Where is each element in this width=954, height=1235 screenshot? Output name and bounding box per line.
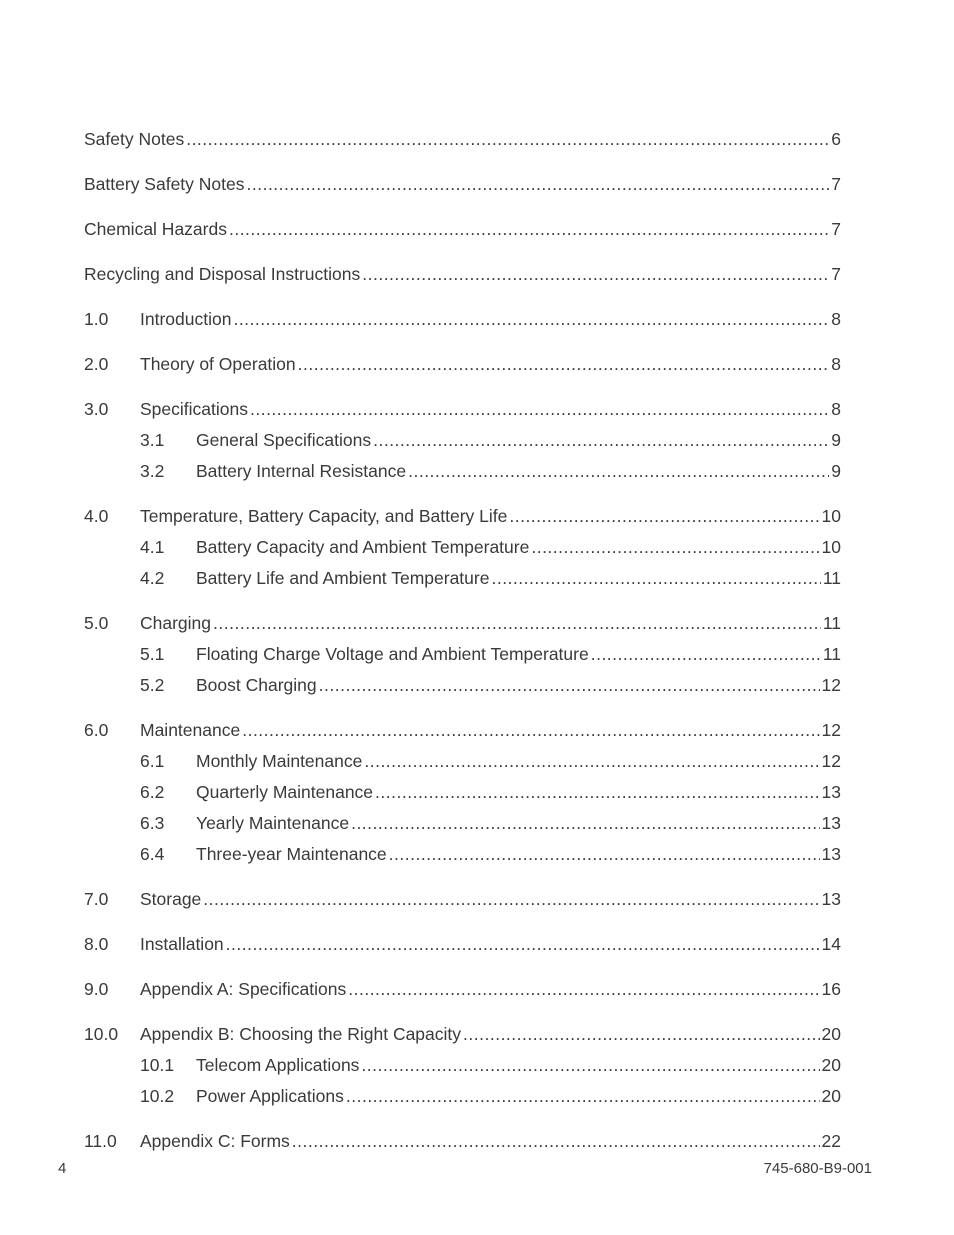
toc-page-number: 8 [831, 309, 841, 329]
toc-section-number: 5.2 [140, 675, 165, 695]
toc-section-title: Installation [140, 934, 224, 954]
toc-section-title: Specifications [140, 399, 248, 419]
toc-page-number: 11 [822, 613, 841, 633]
toc-section-number: 4.2 [140, 568, 165, 588]
toc-page-number: 11 [822, 644, 841, 664]
toc-entry[interactable] [84, 813, 841, 834]
toc-dot-leader [389, 844, 820, 865]
toc-dot-leader [531, 537, 819, 558]
toc-entry[interactable] [84, 174, 841, 195]
toc-section-number: 6.3 [140, 813, 165, 833]
toc-section-number: 3.2 [140, 461, 165, 481]
toc-entry[interactable] [84, 1055, 841, 1076]
toc-page-number: 14 [821, 934, 841, 954]
toc-entry[interactable] [84, 264, 841, 285]
footer-document-id: 745-680-B9-001 [763, 1160, 872, 1177]
toc-section-title: Maintenance [140, 720, 241, 740]
footer-page-number: 4 [58, 1160, 67, 1177]
toc-dot-leader [233, 309, 829, 330]
toc-section-number: 10.1 [140, 1055, 175, 1075]
toc-entry[interactable] [84, 613, 841, 634]
toc-section-number: 3.0 [84, 399, 109, 419]
toc-section-title: Power Applications [196, 1086, 344, 1106]
toc-page-number: 13 [821, 813, 841, 833]
toc-section-title: Theory of Operation [140, 354, 296, 374]
toc-section-title: General Specifications [196, 430, 372, 450]
toc-dot-leader [186, 129, 829, 150]
toc-page-number: 8 [831, 354, 841, 374]
toc-section-title: Floating Charge Voltage and Ambient Temperature [196, 644, 589, 664]
toc-entry[interactable] [84, 720, 841, 741]
toc-dot-leader [591, 644, 821, 665]
toc-entry[interactable] [84, 675, 841, 696]
toc-page-number: 12 [821, 675, 841, 695]
toc-dot-leader [351, 813, 819, 834]
toc-section-title: Recycling and Disposal Instructions [84, 264, 361, 284]
toc-dot-leader [242, 720, 819, 741]
toc-section-title: Appendix C: Forms [140, 1131, 290, 1151]
toc-entry[interactable] [84, 751, 841, 772]
toc-section-number: 5.1 [140, 644, 165, 664]
toc-page-number: 10 [821, 537, 841, 557]
toc-section-title: Safety Notes [84, 129, 185, 149]
toc-section-number: 1.0 [84, 309, 109, 329]
toc-dot-leader [373, 430, 829, 451]
toc-entry[interactable] [84, 934, 841, 955]
toc-section-title: Battery Capacity and Ambient Temperature [196, 537, 530, 557]
table-of-contents [84, 124, 841, 1152]
toc-section-title: Appendix B: Choosing the Right Capacity [140, 1024, 462, 1044]
toc-page-number: 20 [821, 1086, 841, 1106]
toc-entry[interactable] [84, 309, 841, 330]
toc-dot-leader [250, 399, 829, 420]
toc-page-number: 10 [821, 506, 841, 526]
toc-page-number: 6 [831, 129, 841, 149]
toc-entry[interactable] [84, 354, 841, 375]
toc-dot-leader [203, 889, 819, 910]
toc-dot-leader [362, 264, 829, 285]
toc-section-title: Battery Life and Ambient Temperature [196, 568, 490, 588]
toc-page-number: 9 [831, 430, 841, 450]
toc-section-number: 7.0 [84, 889, 109, 909]
toc-section-title: Chemical Hazards [84, 219, 227, 239]
toc-section-number: 3.1 [140, 430, 165, 450]
toc-section-number: 4.1 [140, 537, 165, 557]
toc-section-title: Introduction [140, 309, 232, 329]
toc-dot-leader [346, 1086, 820, 1107]
toc-page-number: 7 [831, 264, 841, 284]
toc-page-number: 13 [821, 889, 841, 909]
toc-section-number: 6.0 [84, 720, 109, 740]
toc-section-number: 6.1 [140, 751, 165, 771]
toc-dot-leader [348, 979, 819, 1000]
toc-section-title: Three-year Maintenance [196, 844, 387, 864]
toc-page-number: 7 [831, 174, 841, 194]
toc-section-number: 10.0 [84, 1024, 119, 1044]
toc-section-number: 9.0 [84, 979, 109, 999]
toc-section-title: Charging [140, 613, 212, 633]
toc-dot-leader [319, 675, 820, 696]
toc-dot-leader [509, 506, 819, 527]
toc-section-title: Telecom Applications [196, 1055, 360, 1075]
toc-entry[interactable] [84, 537, 841, 558]
toc-page-number: 9 [831, 461, 841, 481]
toc-dot-leader [292, 1131, 820, 1152]
toc-page-number: 12 [821, 751, 841, 771]
toc-page-number: 13 [821, 844, 841, 864]
toc-page-number: 13 [821, 782, 841, 802]
toc-dot-leader [213, 613, 821, 634]
toc-page-number: 8 [831, 399, 841, 419]
toc-entry[interactable] [84, 1024, 841, 1045]
toc-entry[interactable] [84, 219, 841, 240]
toc-page-number: 22 [821, 1131, 841, 1151]
toc-section-number: 4.0 [84, 506, 109, 526]
toc-entry[interactable] [84, 461, 841, 482]
toc-entry[interactable] [84, 844, 841, 865]
toc-section-title: Monthly Maintenance [196, 751, 363, 771]
toc-dot-leader [491, 568, 820, 589]
toc-section-title: Quarterly Maintenance [196, 782, 374, 802]
toc-page-number: 16 [821, 979, 841, 999]
toc-entry[interactable] [84, 979, 841, 1000]
toc-section-title: Yearly Maintenance [196, 813, 350, 833]
toc-entry[interactable] [84, 399, 841, 420]
toc-dot-leader [247, 174, 830, 195]
toc-entry[interactable] [84, 430, 841, 451]
toc-section-number: 6.2 [140, 782, 165, 802]
toc-entry[interactable] [84, 129, 841, 150]
toc-section-number: 5.0 [84, 613, 109, 633]
toc-section-title: Battery Internal Resistance [196, 461, 407, 481]
toc-dot-leader [361, 1055, 819, 1076]
toc-page-number: 20 [821, 1055, 841, 1075]
toc-dot-leader [229, 219, 829, 240]
toc-entry[interactable] [84, 782, 841, 803]
toc-dot-leader [375, 782, 819, 803]
toc-entry[interactable] [84, 568, 841, 589]
toc-dot-leader [298, 354, 830, 375]
toc-section-number: 10.2 [140, 1086, 175, 1106]
toc-entry[interactable] [84, 889, 841, 910]
toc-page-number: 7 [831, 219, 841, 239]
toc-entry[interactable] [84, 1131, 841, 1152]
toc-entry[interactable] [84, 644, 841, 665]
toc-section-title: Temperature, Battery Capacity, and Battery Life [140, 506, 508, 526]
toc-page-number: 20 [821, 1024, 841, 1044]
toc-dot-leader [226, 934, 820, 955]
toc-dot-leader [463, 1024, 820, 1045]
toc-section-number: 2.0 [84, 354, 109, 374]
toc-page-number: 12 [821, 720, 841, 740]
toc-section-title: Battery Safety Notes [84, 174, 245, 194]
toc-section-title: Storage [140, 889, 202, 909]
toc-dot-leader [408, 461, 829, 482]
toc-section-number: 6.4 [140, 844, 165, 864]
toc-section-number: 11.0 [84, 1131, 117, 1151]
toc-entry[interactable] [84, 506, 841, 527]
toc-dot-leader [364, 751, 819, 772]
toc-page-number: 11 [822, 568, 841, 588]
toc-section-title: Appendix A: Specifications [140, 979, 347, 999]
toc-section-title: Boost Charging [196, 675, 317, 695]
toc-entry[interactable] [84, 1086, 841, 1107]
toc-section-number: 8.0 [84, 934, 109, 954]
